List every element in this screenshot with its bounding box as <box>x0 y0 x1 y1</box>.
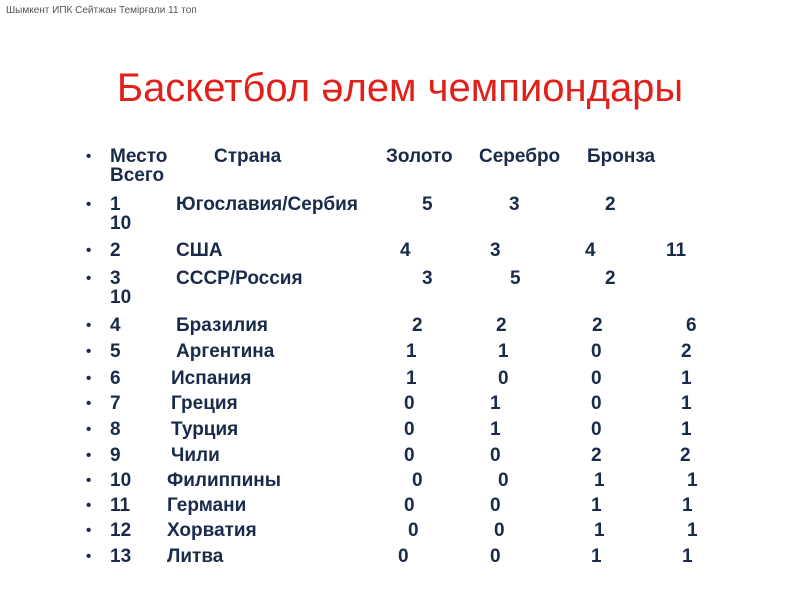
bullet-icon: • <box>86 548 92 565</box>
cell-country: Бразилия <box>176 315 269 336</box>
cell-total: 10 <box>110 287 132 308</box>
cell-silver: 0 <box>494 520 505 541</box>
bullet-icon: • <box>86 196 92 213</box>
cell-total: 1 <box>681 393 692 414</box>
slide-title: Баскетбол әлем чемпиондары <box>116 66 684 110</box>
header-bronze: Бронза <box>587 146 656 167</box>
cell-silver: 5 <box>510 268 521 289</box>
cell-bronze: 0 <box>591 341 602 362</box>
bullet-icon: • <box>86 148 92 165</box>
bullet-icon: • <box>86 421 92 438</box>
cell-total: 2 <box>680 445 691 466</box>
cell-gold: 0 <box>404 445 415 466</box>
cell-silver: 0 <box>498 470 509 491</box>
cell-total: 1 <box>681 368 692 389</box>
header-silver: Серебро <box>479 146 561 167</box>
cell-country: Аргентина <box>176 341 275 362</box>
cell-place: 13 <box>110 546 132 567</box>
cell-country: Испания <box>171 368 252 389</box>
cell-total: 1 <box>681 419 692 440</box>
cell-total: 6 <box>686 315 697 336</box>
cell-country: Хорватия <box>167 520 257 541</box>
cell-place: 9 <box>110 445 121 466</box>
cell-total: 2 <box>681 341 692 362</box>
cell-bronze: 2 <box>591 445 602 466</box>
cell-bronze: 2 <box>592 315 603 336</box>
cell-silver: 2 <box>496 315 507 336</box>
bullet-icon: • <box>86 447 92 464</box>
bullet-icon: • <box>86 317 92 334</box>
cell-total: 11 <box>666 240 687 261</box>
cell-country: США <box>176 240 223 261</box>
cell-place: 10 <box>110 470 132 491</box>
cell-bronze: 1 <box>591 546 602 567</box>
bullet-icon: • <box>86 370 92 387</box>
cell-gold: 0 <box>404 495 415 516</box>
cell-country: Чили <box>171 445 220 466</box>
bullet-icon: • <box>86 270 92 287</box>
bullet-icon: • <box>86 472 92 489</box>
cell-place: 1 <box>110 194 121 215</box>
cell-country: Югославия/Сербия <box>176 194 358 215</box>
cell-gold: 1 <box>406 368 417 389</box>
cell-silver: 1 <box>490 393 501 414</box>
cell-country: СССР/Россия <box>176 268 303 289</box>
author-watermark: Шымкент ИПК Сейтжан Темірғали 11 топ <box>6 5 197 16</box>
cell-silver: 1 <box>490 419 501 440</box>
cell-country: Германи <box>167 495 247 516</box>
cell-bronze: 1 <box>594 470 605 491</box>
cell-silver: 3 <box>490 240 501 261</box>
cell-gold: 0 <box>404 419 415 440</box>
cell-place: 3 <box>110 268 121 289</box>
cell-country: Литва <box>167 546 224 567</box>
cell-bronze: 2 <box>605 268 616 289</box>
cell-silver: 3 <box>509 194 520 215</box>
header-place: Место <box>110 146 168 167</box>
cell-bronze: 1 <box>591 495 602 516</box>
cell-place: 5 <box>110 341 121 362</box>
header-gold: Золото <box>386 146 453 167</box>
cell-silver: 1 <box>498 341 509 362</box>
cell-gold: 0 <box>404 393 415 414</box>
bullet-icon: • <box>86 343 92 360</box>
cell-gold: 0 <box>412 470 423 491</box>
cell-silver: 0 <box>490 546 501 567</box>
cell-bronze: 0 <box>591 393 602 414</box>
cell-place: 8 <box>110 419 121 440</box>
cell-gold: 2 <box>412 315 423 336</box>
cell-place: 4 <box>110 315 121 336</box>
cell-country: Филиппины <box>167 470 281 491</box>
bullet-icon: • <box>86 242 92 259</box>
cell-place: 2 <box>110 240 121 261</box>
cell-total: 1 <box>682 495 693 516</box>
cell-country: Турция <box>171 419 239 440</box>
cell-silver: 0 <box>490 445 501 466</box>
cell-silver: 0 <box>490 495 501 516</box>
cell-place: 12 <box>110 520 132 541</box>
cell-place: 11 <box>110 495 131 516</box>
cell-total: 10 <box>110 213 132 234</box>
cell-place: 6 <box>110 368 121 389</box>
cell-place: 7 <box>110 393 121 414</box>
cell-total: 1 <box>687 470 698 491</box>
cell-bronze: 2 <box>605 194 616 215</box>
cell-silver: 0 <box>498 368 509 389</box>
cell-bronze: 1 <box>594 520 605 541</box>
cell-gold: 0 <box>398 546 409 567</box>
header-total: Всего <box>110 165 165 186</box>
cell-gold: 5 <box>422 194 433 215</box>
cell-bronze: 0 <box>591 419 602 440</box>
cell-gold: 3 <box>422 268 433 289</box>
cell-bronze: 0 <box>591 368 602 389</box>
cell-total: 1 <box>682 546 693 567</box>
cell-gold: 0 <box>408 520 419 541</box>
bullet-icon: • <box>86 395 92 412</box>
bullet-icon: • <box>86 522 92 539</box>
bullet-icon: • <box>86 497 92 514</box>
cell-total: 1 <box>687 520 698 541</box>
cell-gold: 1 <box>406 341 417 362</box>
cell-bronze: 4 <box>585 240 596 261</box>
header-country: Страна <box>214 146 282 167</box>
cell-country: Греция <box>171 393 238 414</box>
cell-gold: 4 <box>400 240 411 261</box>
